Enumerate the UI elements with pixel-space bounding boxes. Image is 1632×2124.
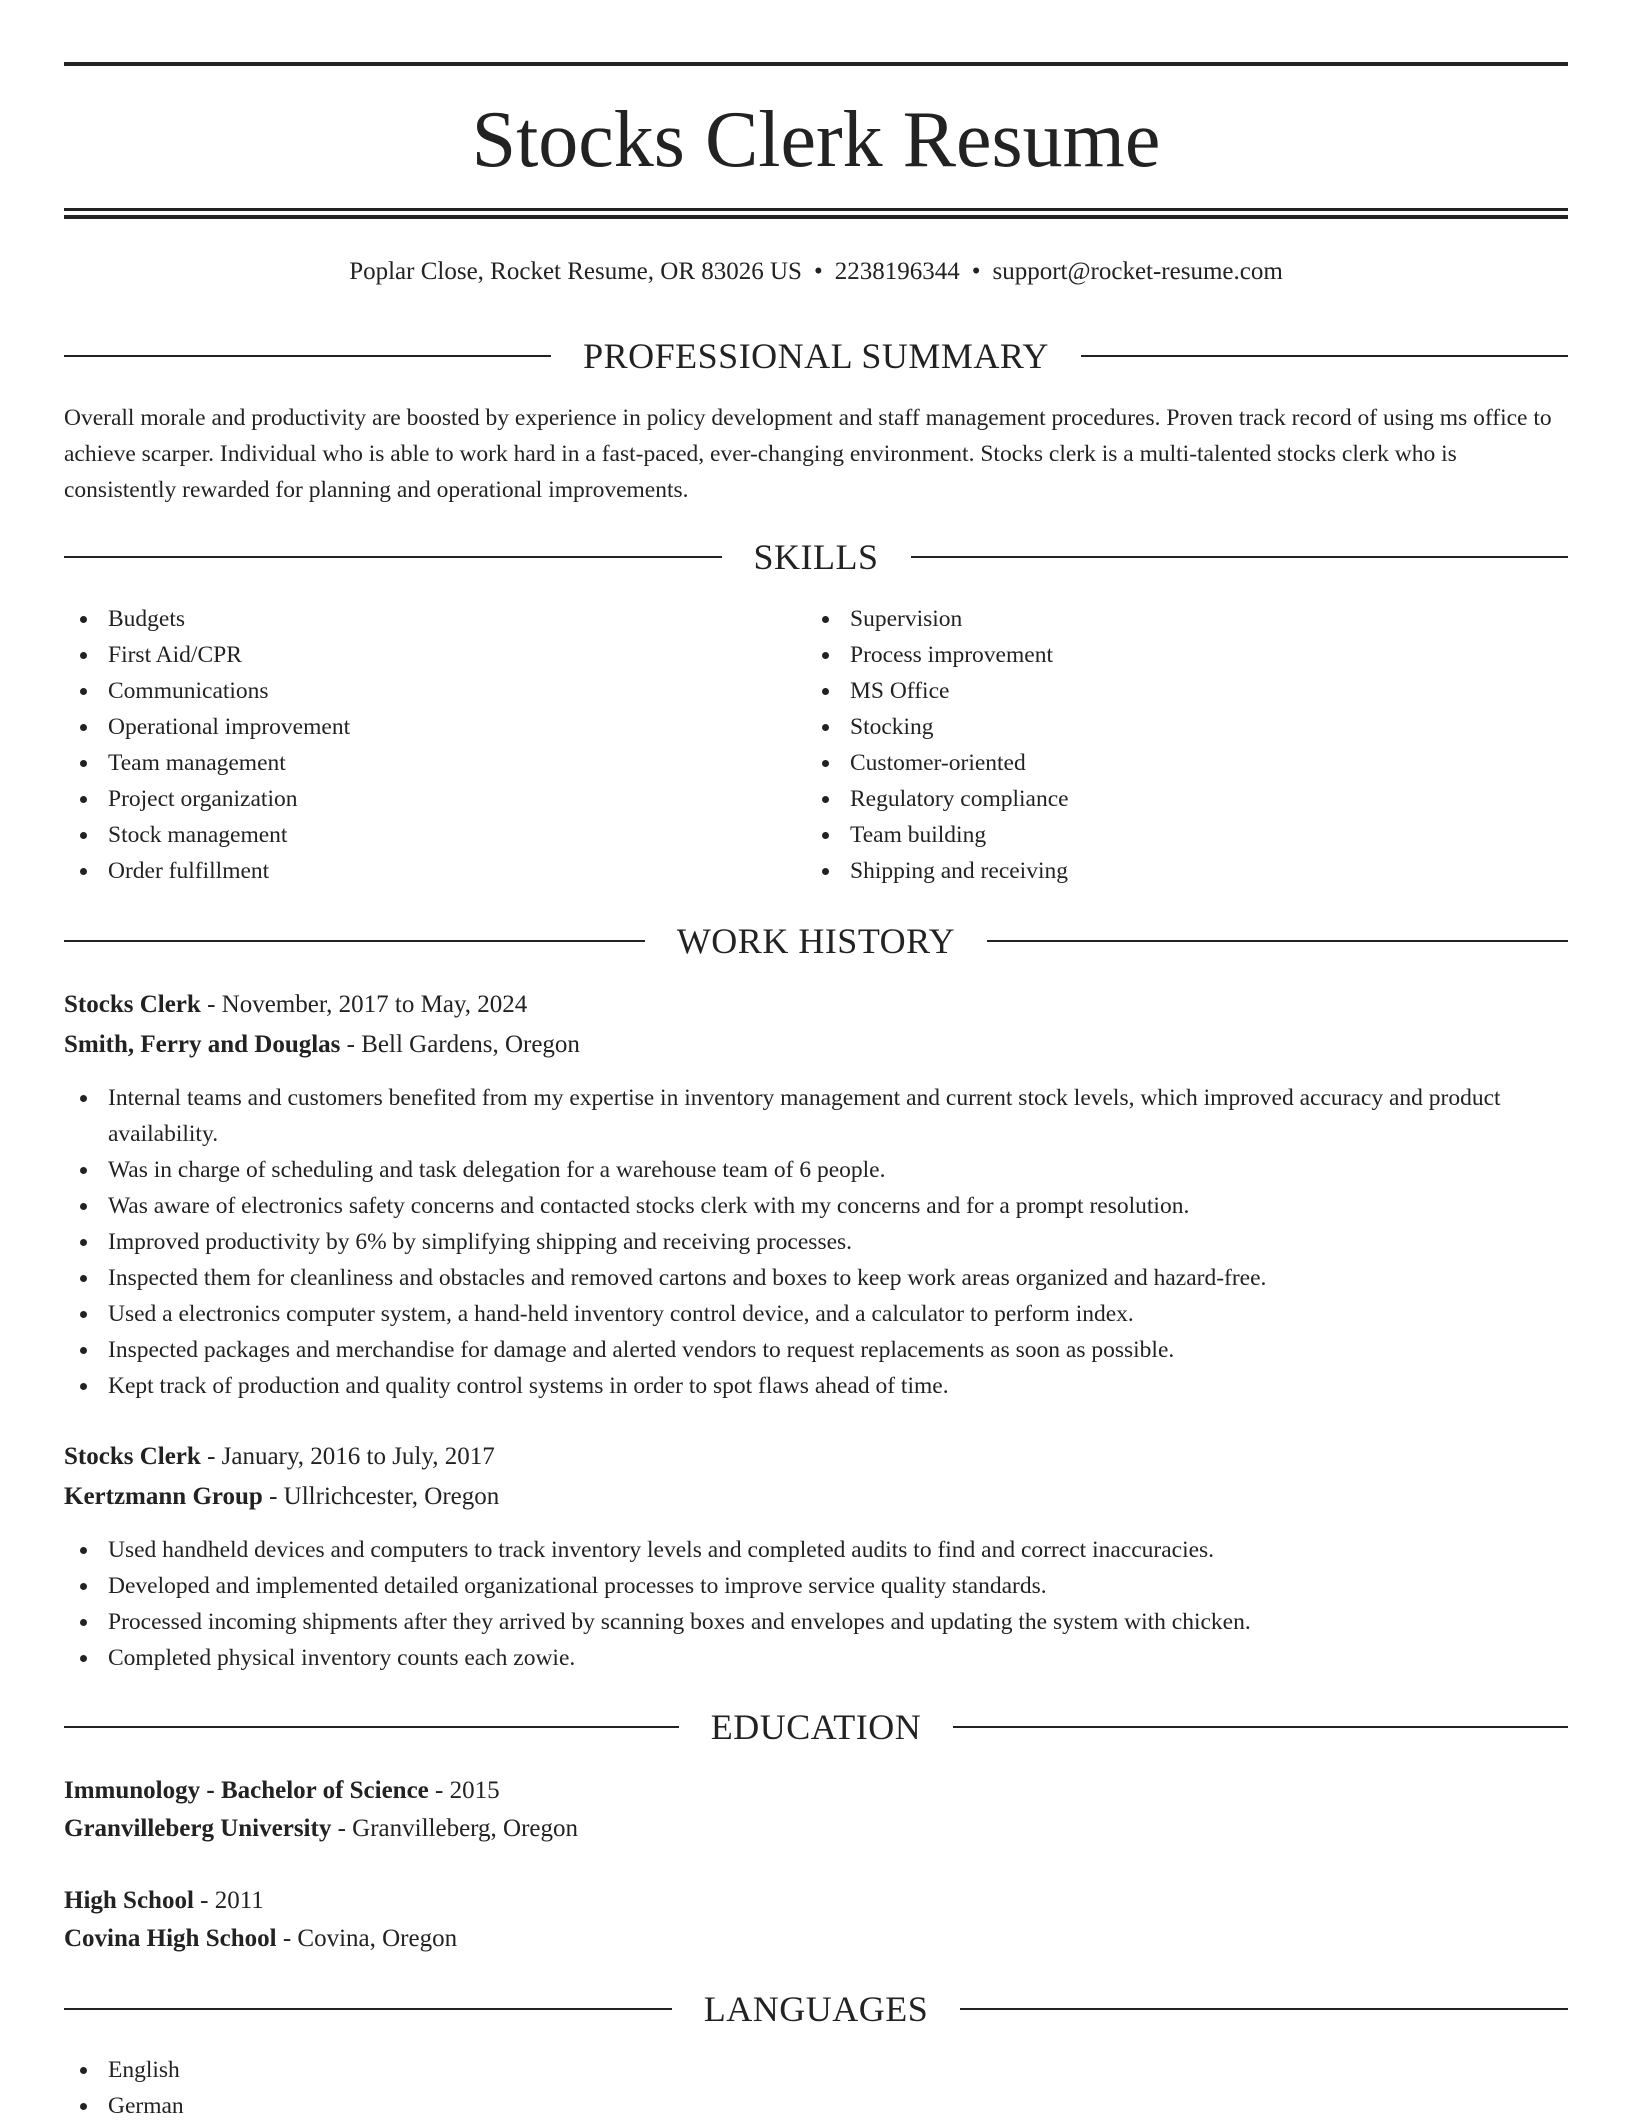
job-bullet: Kept track of production and quality control systems in order to spot flaws ahead of time. bbox=[64, 1368, 1568, 1404]
contact-address: Poplar Close, Rocket Resume, OR 83026 US bbox=[349, 258, 802, 285]
education-location: - Covina, Oregon bbox=[276, 1925, 458, 1952]
heading-rule-left bbox=[64, 940, 645, 942]
job-title-line bbox=[64, 985, 1568, 1025]
skill-item: Shipping and receiving bbox=[806, 853, 1506, 889]
job-company: Smith, Ferry and Douglas bbox=[64, 1031, 341, 1058]
job-bullet: Inspected packages and merchandise for damage and alerted vendors to request replacements as soon as possible. bbox=[64, 1332, 1568, 1368]
education-location: - Granvilleberg, Oregon bbox=[331, 1815, 579, 1842]
job-company-line bbox=[64, 1477, 1568, 1517]
education-degree: Immunology - Bachelor of Science bbox=[64, 1777, 429, 1804]
education-school-line bbox=[64, 1809, 1568, 1849]
job-location: - Ullrichcester, Oregon bbox=[262, 1483, 500, 1510]
education-year: - 2015 bbox=[428, 1777, 500, 1804]
contact-separator: • bbox=[813, 258, 823, 285]
languages-heading bbox=[64, 1987, 1568, 2031]
job-location: - Bell Gardens, Oregon bbox=[340, 1031, 580, 1058]
job-company: Kertzmann Group bbox=[64, 1483, 263, 1510]
skill-item: Project organization bbox=[64, 781, 764, 817]
skill-item: Stocking bbox=[806, 709, 1506, 745]
job-bullet: Improved productivity by 6% by simplifying shipping and receiving processes. bbox=[64, 1224, 1568, 1260]
skill-item: Customer-oriented bbox=[806, 745, 1506, 781]
skill-item: Team management bbox=[64, 745, 764, 781]
skill-item: Communications bbox=[64, 673, 764, 709]
job-bullets bbox=[64, 1080, 1568, 1404]
heading-rule-right bbox=[987, 940, 1568, 942]
job-bullets bbox=[64, 1532, 1568, 1676]
heading-rule-right bbox=[960, 2008, 1568, 2010]
skill-item: Team building bbox=[806, 817, 1506, 853]
skills-list-right bbox=[806, 601, 1506, 889]
job-company-line bbox=[64, 1025, 1568, 1065]
heading-rule-left bbox=[64, 556, 722, 558]
skill-item: MS Office bbox=[806, 673, 1506, 709]
skill-item: Regulatory compliance bbox=[806, 781, 1506, 817]
summary-heading-label: PROFESSIONAL SUMMARY bbox=[583, 336, 1049, 376]
contact-phone: 2238196344 bbox=[834, 258, 960, 285]
education-school-line bbox=[64, 1919, 1568, 1959]
work-heading-label: WORK HISTORY bbox=[676, 921, 956, 961]
heading-rule-left bbox=[64, 2008, 672, 2010]
top-rule bbox=[64, 62, 1568, 66]
heading-rule-right bbox=[1081, 355, 1568, 357]
skills-list-left bbox=[64, 601, 764, 889]
summary-text: Overall morale and productivity are boosted by experience in policy development and staff management procedures. Proven track record of using ms office to achieve scarper. Individual who is able to work hard in a fast-paced, ever-changing environment. Stocks clerk is a multi-talented stocks clerk who is consistently rewarded for planning and operational improvements. bbox=[64, 405, 1552, 503]
summary-heading bbox=[64, 334, 1568, 378]
job-bullet: Used handheld devices and computers to track inventory levels and completed audits to find and correct inaccuracies. bbox=[64, 1532, 1568, 1568]
work-heading bbox=[64, 919, 1568, 963]
education-degree: High School bbox=[64, 1887, 194, 1914]
job-bullet: Processed incoming shipments after they arrived by scanning boxes and envelopes and updating the system with chicken. bbox=[64, 1604, 1568, 1640]
skill-item: Operational improvement bbox=[64, 709, 764, 745]
contact-line bbox=[64, 252, 1568, 292]
job-bullet: Developed and implemented detailed organizational processes to improve service quality standards. bbox=[64, 1568, 1568, 1604]
job-bullet: Internal teams and customers benefited from my expertise in inventory management and current stock levels, which improved accuracy and product availability. bbox=[64, 1080, 1568, 1152]
resume-title: Stocks Clerk Resume bbox=[471, 96, 1161, 184]
skill-item: Budgets bbox=[64, 601, 764, 637]
education-year: - 2011 bbox=[193, 1887, 264, 1914]
heading-rule-left bbox=[64, 355, 551, 357]
job-dates: - November, 2017 to May, 2024 bbox=[200, 991, 528, 1018]
contact-separator: • bbox=[971, 258, 981, 285]
heading-rule-left bbox=[64, 1726, 679, 1728]
skills-heading-label: SKILLS bbox=[753, 537, 879, 577]
job-bullet: Used a electronics computer system, a hand-held inventory control device, and a calculator to perform index. bbox=[64, 1296, 1568, 1332]
job-bullet: Inspected them for cleanliness and obstacles and removed cartons and boxes to keep work areas organized and hazard-free. bbox=[64, 1260, 1568, 1296]
skill-item: Supervision bbox=[806, 601, 1506, 637]
job-title: Stocks Clerk bbox=[64, 1443, 201, 1470]
job-bullet: Was aware of electronics safety concerns and contacted stocks clerk with my concerns and for a prompt resolution. bbox=[64, 1188, 1568, 1224]
skill-item: First Aid/CPR bbox=[64, 637, 764, 673]
language-item: English bbox=[64, 2052, 1568, 2088]
heading-rule-right bbox=[911, 556, 1569, 558]
education-degree-line bbox=[64, 1881, 1568, 1921]
education-school: Covina High School bbox=[64, 1925, 277, 1952]
language-item: German bbox=[64, 2088, 1568, 2124]
heading-rule-right bbox=[953, 1726, 1568, 1728]
education-heading bbox=[64, 1705, 1568, 1749]
skill-item: Process improvement bbox=[806, 637, 1506, 673]
job-dates: - January, 2016 to July, 2017 bbox=[200, 1443, 495, 1470]
languages-list bbox=[64, 2052, 1568, 2124]
skill-item: Stock management bbox=[64, 817, 764, 853]
title-rule-lower bbox=[64, 215, 1568, 219]
job-title-line bbox=[64, 1437, 1568, 1477]
job-bullet: Completed physical inventory counts each zowie. bbox=[64, 1640, 1568, 1676]
title-rule-upper bbox=[64, 208, 1568, 211]
skills-heading bbox=[64, 535, 1568, 579]
education-school: Granvilleberg University bbox=[64, 1815, 332, 1842]
skill-item: Order fulfillment bbox=[64, 853, 764, 889]
education-degree-line bbox=[64, 1771, 1568, 1811]
languages-heading-label: LANGUAGES bbox=[703, 1989, 929, 2029]
education-heading-label: EDUCATION bbox=[710, 1707, 922, 1747]
contact-email[interactable]: support@rocket-resume.com bbox=[992, 258, 1283, 285]
job-bullet: Was in charge of scheduling and task delegation for a warehouse team of 6 people. bbox=[64, 1152, 1568, 1188]
job-title: Stocks Clerk bbox=[64, 991, 201, 1018]
